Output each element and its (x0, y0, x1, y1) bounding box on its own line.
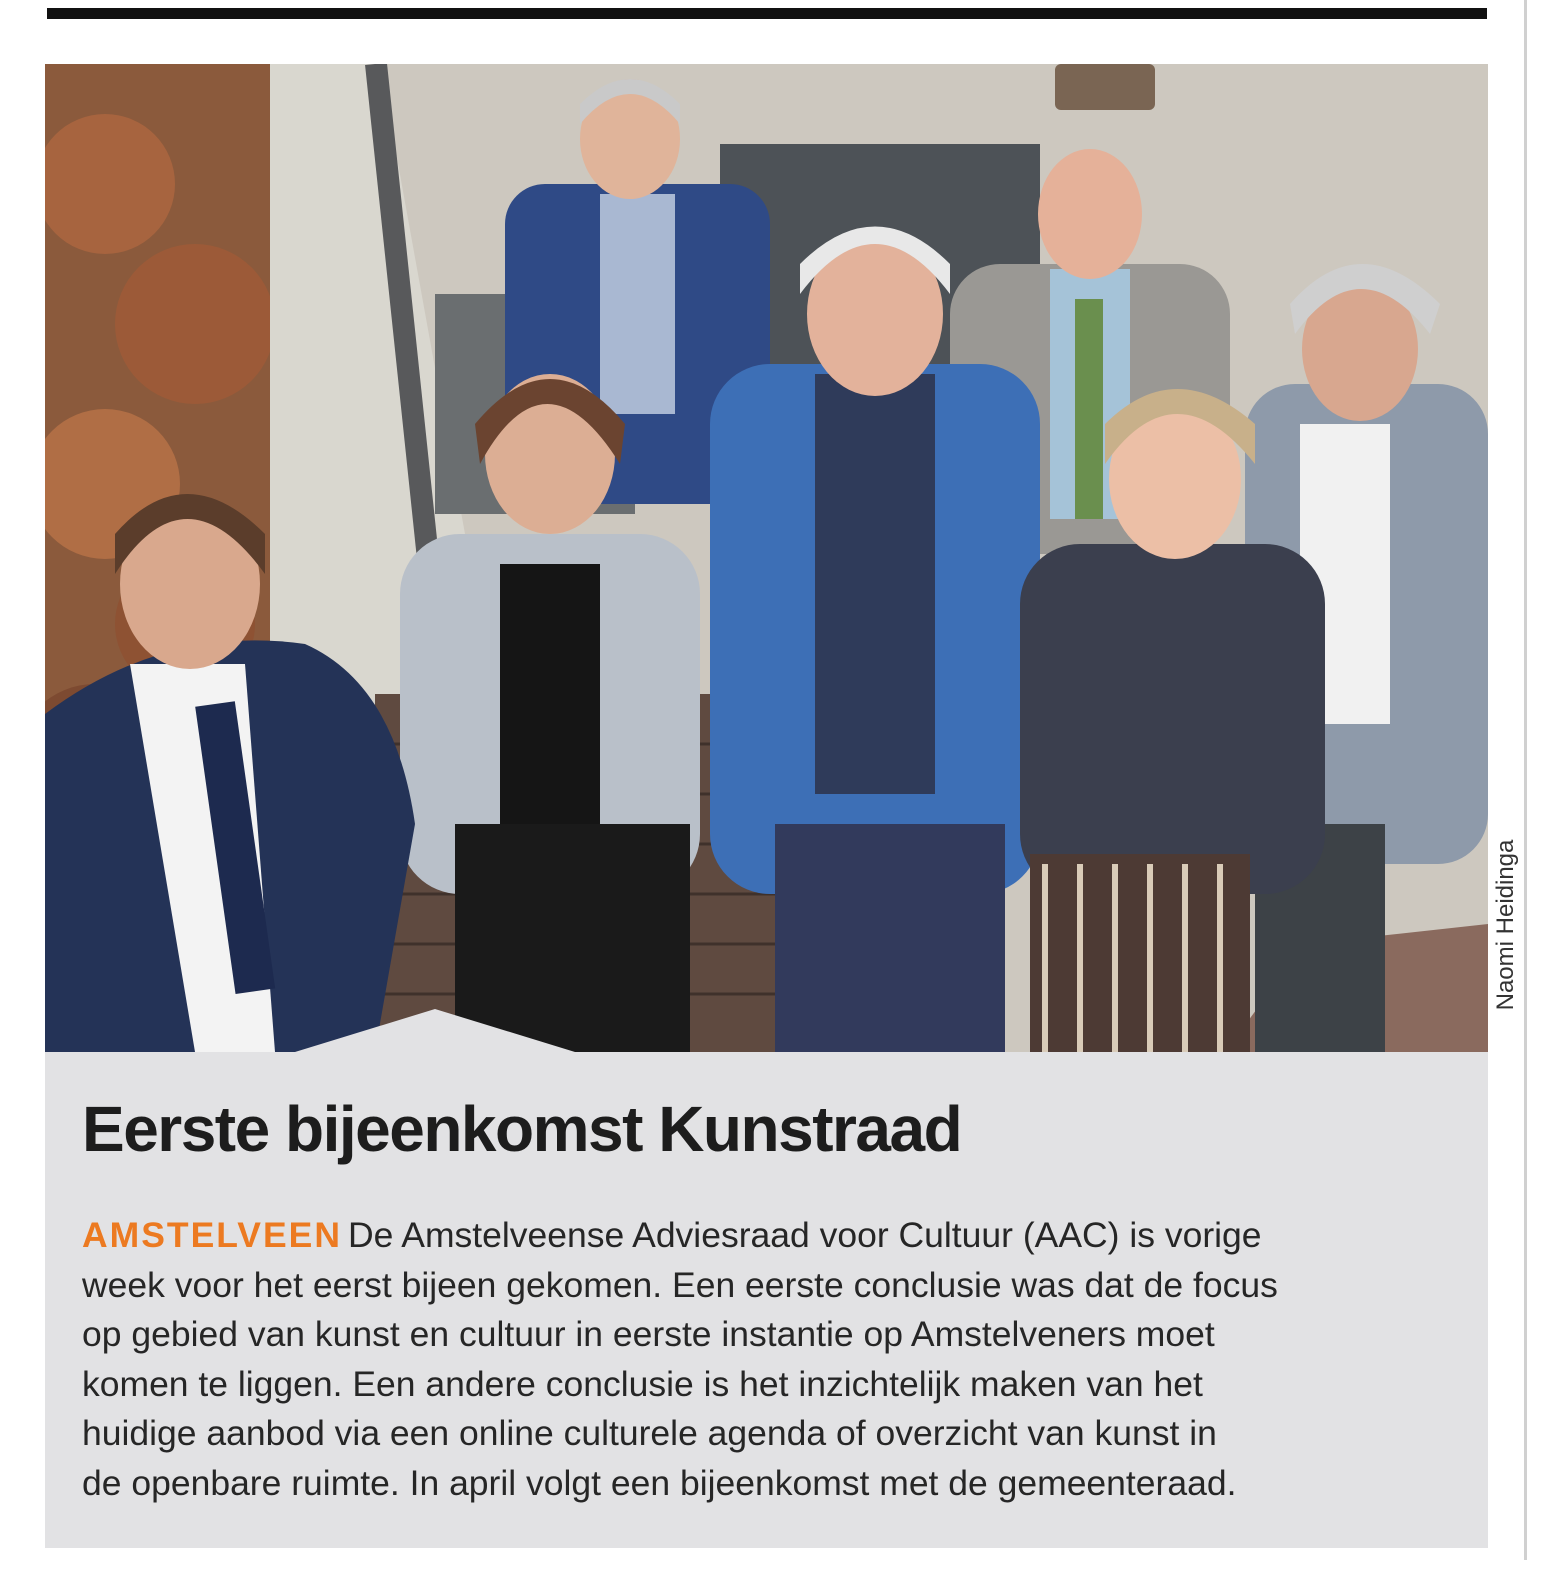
body-line-1-text: De Amstelveense Adviesraad voor Cultuur (AAC) is vorige (347, 1215, 1262, 1255)
headline: Eerste bijeenkomst Kunstraad (82, 1093, 962, 1165)
photo-credit (1489, 800, 1523, 1050)
column-rule (1524, 0, 1527, 1560)
photo-credit-text: Naomi Heidinga (1492, 839, 1519, 1011)
body-line-1 (82, 1211, 1477, 1261)
body-line-6: de openbare ruimte. In april volgt een bijeenkomst met de gemeenteraad. (82, 1462, 1237, 1503)
body-line-3: op gebied van kunst en cultuur in eerste instantie op Amstelveners moet (82, 1314, 1215, 1355)
article-body (82, 1211, 1477, 1509)
group-photo (45, 64, 1488, 1052)
body-line-4: komen te liggen. Een andere conclusie is het inzichtelijk maken van het (82, 1363, 1203, 1404)
dateline: AMSTELVEEN (82, 1215, 342, 1255)
body-line-5: huidige aanbod via een online culturele agenda of overzicht van kunst in (82, 1413, 1217, 1454)
body-line-2: week voor het eerst bijeen gekomen. Een eerste conclusie was dat de focus (82, 1264, 1278, 1305)
top-rule (47, 8, 1487, 19)
